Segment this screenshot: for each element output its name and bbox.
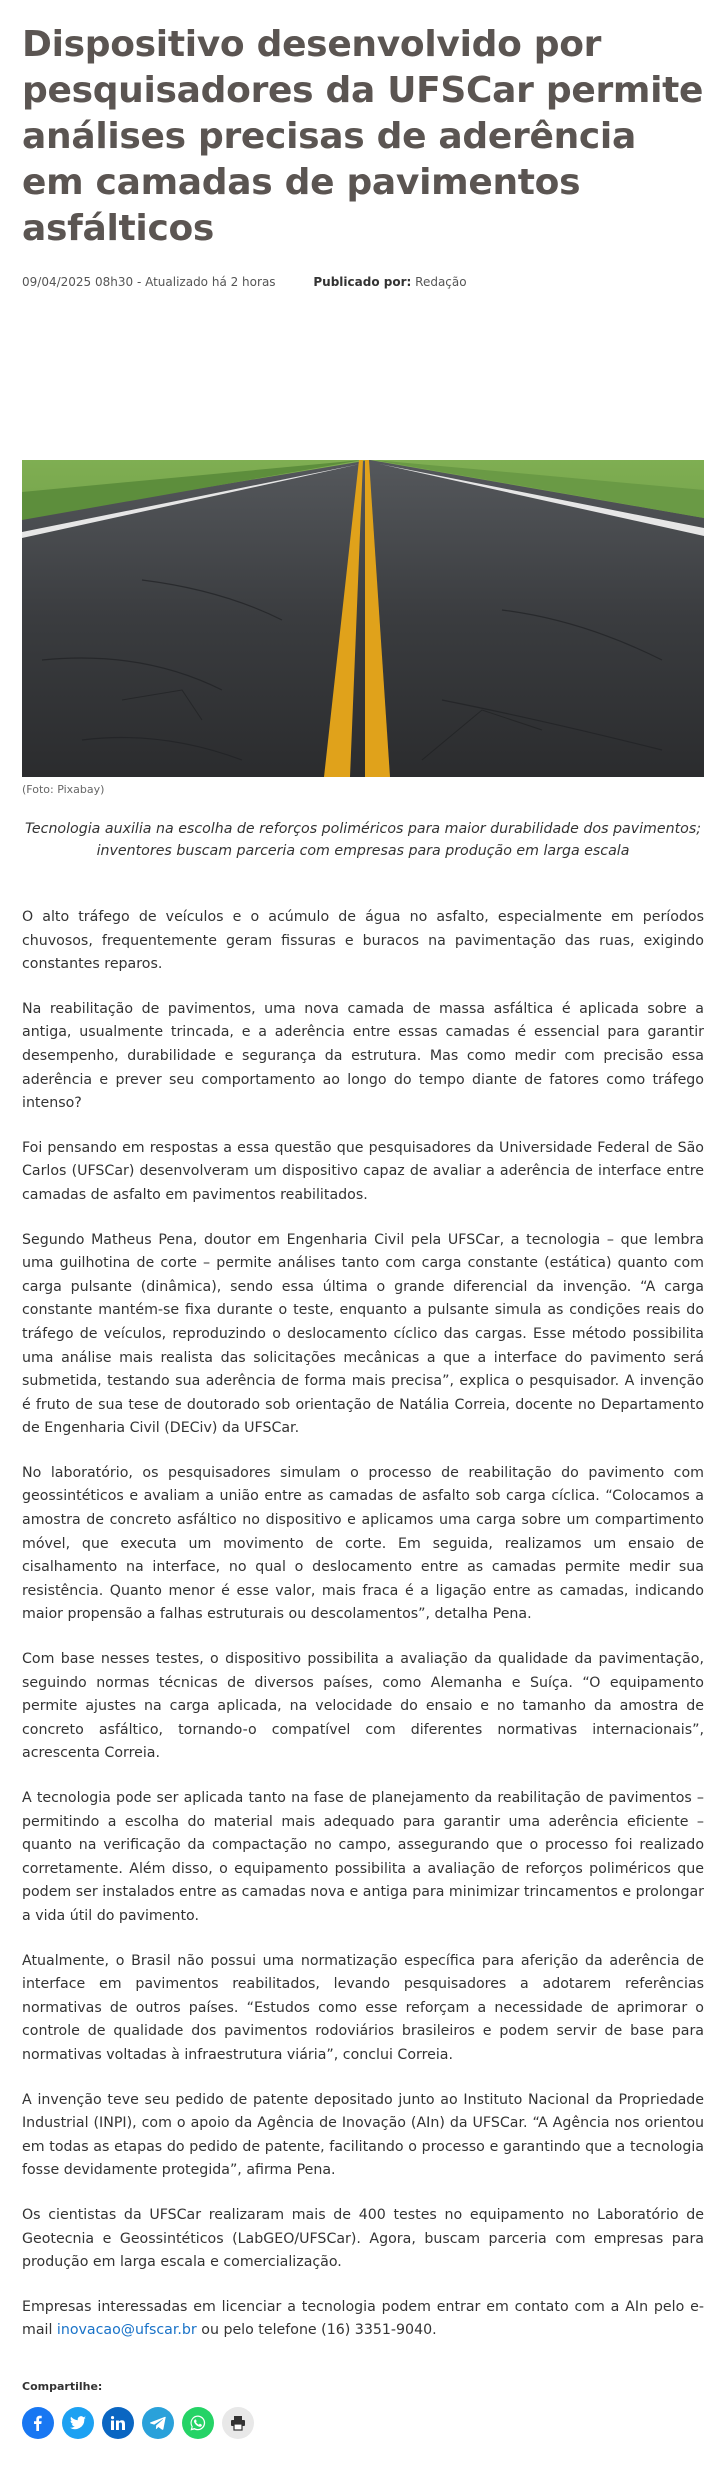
paragraph: Segundo Matheus Pena, doutor em Engenharia Civil pela UFSCar, a tecnologia – que lembra uma guilhotina de corte – permite análises tanto com carga constante (estática) quanto com carga pulsante (dinâmica), sendo essa última o grande diferencial da invenção. “A carga constante mantém-se fixa durante o teste, enquanto a pulsante simula as condições reais do tráfego de veículos, reproduzindo o deslocamento cíclico das cargas. Esse método possibilita uma análise mais realista das solicitações mecânicas a que a interface do pavimento será submetida, testando sua aderência de forma mais precisa”, explica o pesquisador. A invenção é fruto de sua tese de doutorado sob orientação de Natália Correia, docente no Departamento de Engenharia Civil (DECiv) da UFSCar. xyxy=(22,1231,704,1437)
share-section xyxy=(22,2380,254,2439)
image-caption: Tecnologia auxilia na escolha de reforços poliméricos para maior durabilidade dos pavimentos; inventores buscam parceria com empresas para produção em larga escala xyxy=(25,821,701,859)
share-twitter-button[interactable] xyxy=(62,2407,94,2439)
print-button[interactable] xyxy=(222,2407,254,2439)
linkedin-icon xyxy=(111,2416,125,2430)
paragraph: Com base nesses testes, o dispositivo possibilita a avaliação da qualidade da pavimentação, seguindo normas técnicas de diversos países, como Alemanha e Suíça. “O equipamento permite ajustes na carga aplicada, na velocidade do ensaio e no tamanho da amostra de concreto asfáltico, tornando-o compatível com diferentes normativas internacionais”, acrescenta Correia. xyxy=(22,1651,704,1762)
print-icon xyxy=(230,2415,246,2431)
publish-date: 09/04/2025 08h30 - Atualizado há 2 horas xyxy=(22,275,276,289)
share-label: Compartilhe: xyxy=(22,2380,103,2393)
contact-paragraph xyxy=(22,2296,704,2343)
published-by-value: Redação xyxy=(415,275,467,289)
facebook-icon xyxy=(30,2415,46,2431)
paragraph: A tecnologia pode ser aplicada tanto na fase de planejamento da reabilitação de pavimentos – permitindo a escolha do material mais adequado para garantir uma aderência eficiente – quanto na verificação da compactação no campo, assegurando que o processo foi realizado corretamente. Além disso, o equipamento possibilita a avaliação de reforços poliméricos que podem ser instalados entre as camadas nova e antiga para minimizar trincamentos e prolongar a vida útil do pavimento. xyxy=(22,1790,704,1924)
published-by-label: Publicado por: xyxy=(313,275,412,289)
share-buttons xyxy=(22,2407,254,2439)
paragraph: Foi pensando em respostas a essa questão que pesquisadores da Universidade Federal de São Carlos (UFSCar) desenvolveram um dispositivo capaz de avaliar a aderência de interface entre camadas de asfalto em pavimentos reabilitados. xyxy=(22,1139,704,1203)
telegram-icon xyxy=(150,2416,166,2430)
paragraph: Os cientistas da UFSCar realizaram mais de 400 testes no equipamento no Laboratório de Geotecnia e Geossintéticos (LabGEO/UFSCar). Agora, buscam parceria com empresas para produção em larga escala e comercialização. xyxy=(22,2206,704,2271)
contact-text: Empresas interessadas em licenciar a tecnologia podem entrar em contato com a AIn pelo e-mail xyxy=(22,2298,704,2339)
share-whatsapp-button[interactable] xyxy=(182,2407,214,2439)
published-by xyxy=(313,274,466,290)
paragraph: No laboratório, os pesquisadores simulam o processo de reabilitação do pavimento com geossintéticos e avaliam a união entre as camadas de asfalto sob carga cíclica. “Colocamos a amostra de concreto asfáltico no dispositivo e aplicamos uma carga sobre um compartimento móvel, que executa um movimento de corte. Em seguida, realizamos um ensaio de cisalhamento na interface, no qual o deslocamento entre as camadas permite medir sua resistência. Quanto menor é esse valor, mais fraca é a ligação entre as camadas, indicando maior propensão a falhas estruturais ou descolamentos”, detalha Pena. xyxy=(22,1464,704,1623)
twitter-icon xyxy=(70,2416,86,2430)
article-body xyxy=(22,906,704,2364)
contact-email-link[interactable]: inovacao@ufscar.br xyxy=(56,2322,197,2339)
paragraph: Na reabilitação de pavimentos, uma nova camada de massa asfáltica é aplicada sobre a antiga, usualmente trincada, e a aderência entre essas camadas é essencial para garantir desempenho, durabilidade e segurança da estrutura. Mas como medir com precisão essa aderência e prever seu comportamento ao longo do tempo diante de fatores como tráfego intenso? xyxy=(22,1000,704,1112)
hero-image-road xyxy=(22,460,704,777)
whatsapp-icon xyxy=(190,2415,206,2431)
share-telegram-button[interactable] xyxy=(142,2407,174,2439)
paragraph: Atualmente, o Brasil não possui uma normatização específica para aferição da aderência de interface em pavimentos reabilitados, levando pesquisadores a adotarem referências normativas de outros países. “Estudos como esse reforçam a necessidade de aprimorar o controle de qualidade dos pavimentos rodoviários brasileiros e podem servir de base para normativas voltadas à infraestrutura viária”, conclui Correia. xyxy=(22,1952,704,2063)
photo-credit: (Foto: Pixabay) xyxy=(22,783,105,796)
article-title: Dispositivo desenvolvido por pesquisadores da UFSCar permite análises precisas de aderência em camadas de pavimentos asfálticos xyxy=(22,24,704,249)
article-meta xyxy=(22,274,704,290)
share-facebook-button[interactable] xyxy=(22,2407,54,2439)
contact-phone-text: ou pelo telefone (16) 3351-9040. xyxy=(196,2322,437,2339)
share-linkedin-button[interactable] xyxy=(102,2407,134,2439)
paragraph: A invenção teve seu pedido de patente depositado junto ao Instituto Nacional da Propriedade Industrial (INPI), com o apoio da Agência de Inovação (AIn) da UFSCar. “A Agência nos orientou em todas as etapas do pedido de patente, facilitando o processo e garantindo que a tecnologia fosse devidamente protegida”, afirma Pena. xyxy=(22,2091,704,2179)
paragraph: O alto tráfego de veículos e o acúmulo de água no asfalto, especialmente em períodos chuvosos, frequentemente geram fissuras e buracos na pavimentação das ruas, exigindo constantes reparos. xyxy=(22,909,704,973)
